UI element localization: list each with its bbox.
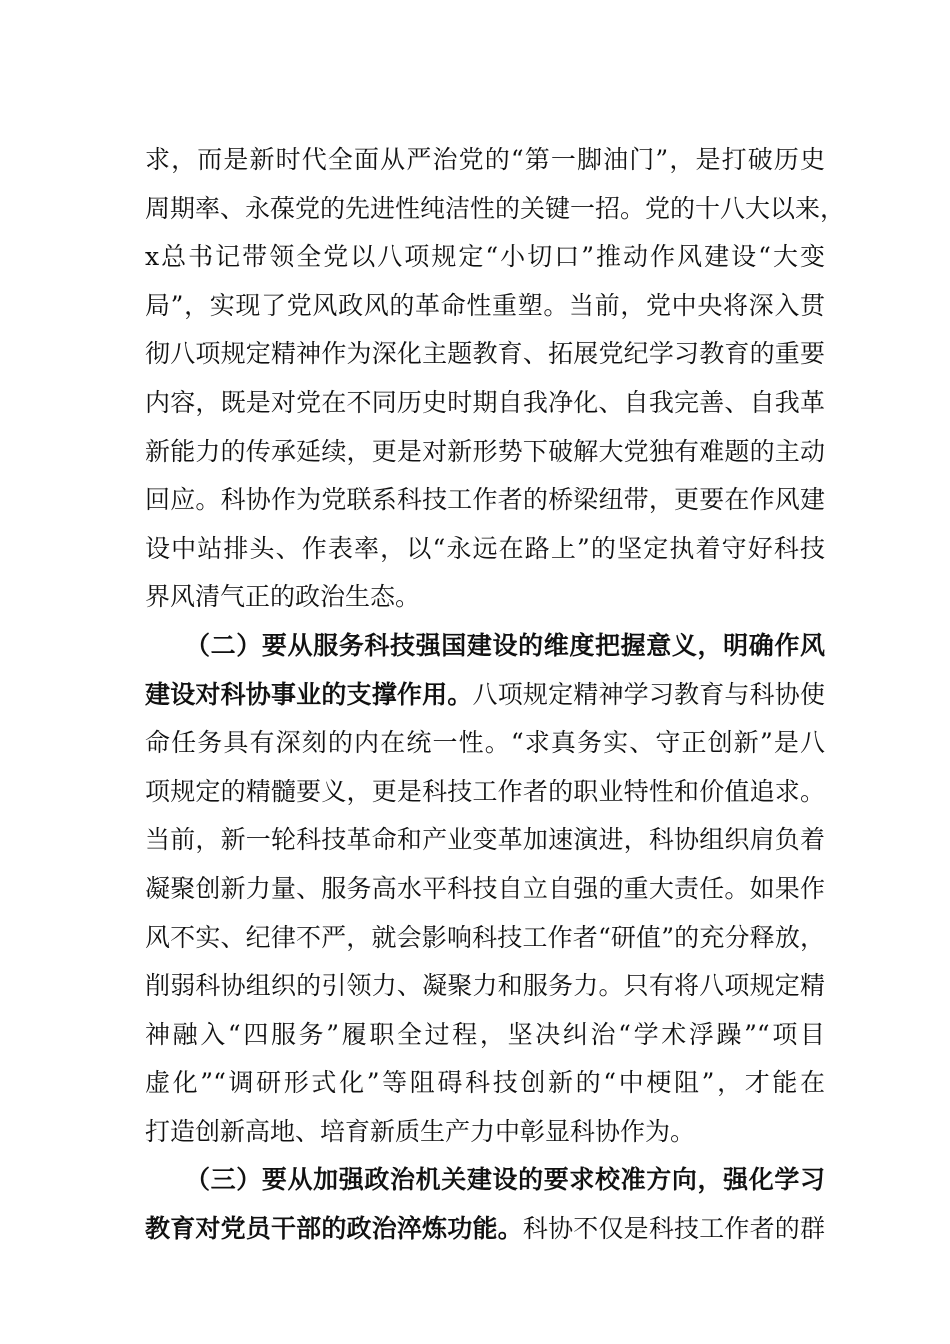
text-line: 局”，实现了党风政风的革命性重塑。当前，党中央将深入贯 <box>145 290 825 320</box>
text-line: 内容，既是对党在不同历史时期自我净化、自我完善、自我革 <box>145 387 825 417</box>
document-body <box>145 136 846 1254</box>
text-line: 打造创新高地、培育新质生产力中彰显科协作为。 <box>145 1116 696 1146</box>
section-heading-3-cont: 教育对党员干部的政治淬炼功能。 <box>145 1214 523 1244</box>
text-line: 周期率、永葆党的先进性纯洁性的关键一招。党的十八大以来， <box>145 193 846 223</box>
text-line: 虚化”“调研形式化”等阻碍科技创新的“中梗阻”，才能在 <box>145 1068 825 1098</box>
text-line <box>145 671 825 720</box>
text-line: 凝聚创新力量、服务高水平科技自立自强的重大责任。如果作 <box>145 873 825 903</box>
text-line: 项规定的精髓要义，更是科技工作者的职业特性和价值追求。 <box>145 776 825 806</box>
text-line: 设中站排头、作表率，以“永远在路上”的坚定执着守好科技 <box>145 533 825 563</box>
paragraph-2 <box>145 622 825 1157</box>
section-heading-2: （二）要从服务科技强国建设的维度把握意义，明确作风 <box>185 630 825 660</box>
text-run: 八项规定精神学习教育与科协使 <box>472 679 825 709</box>
text-line: 命任务具有深刻的内在统一性。“求真务实、守正创新”是八 <box>145 728 825 758</box>
section-heading-3: （三）要从加强政治机关建设的要求校准方向，强化学习 <box>185 1165 825 1195</box>
text-line: 界风清气正的政治生态。 <box>145 582 421 612</box>
text-line: 当前，新一轮科技革命和产业变革加速演进，科协组织肩负着 <box>145 825 825 855</box>
text-run: 科协不仅是科技工作者的群 <box>522 1214 825 1244</box>
text-line: 回应。科协作为党联系科技工作者的桥梁纽带，更要在作风建 <box>145 485 825 515</box>
section-heading-2-cont: 建设对科协事业的支撑作用。 <box>145 679 473 709</box>
text-line: 新能力的传承延续，更是对新形势下破解大党独有难题的主动 <box>145 436 825 466</box>
text-line: 彻八项规定精神作为深化主题教育、拓展党纪学习教育的重要 <box>145 339 825 369</box>
text-line <box>145 1205 825 1254</box>
text-line: 神融入“四服务”履职全过程，坚决纠治“学术浮躁”“项目 <box>145 1019 825 1049</box>
paragraph-1 <box>145 136 846 622</box>
text-line: 风不实、纪律不严，就会影响科技工作者“研值”的充分释放， <box>145 922 825 952</box>
text-line: 求，而是新时代全面从严治党的“第一脚油门”，是打破历史 <box>145 145 825 174</box>
text-line: 削弱科协组织的引领力、凝聚力和服务力。只有将八项规定精 <box>145 971 825 1001</box>
text-line: x总书记带领全党以八项规定“小切口”推动作风建设“大变 <box>145 242 825 272</box>
paragraph-3 <box>145 1156 825 1253</box>
